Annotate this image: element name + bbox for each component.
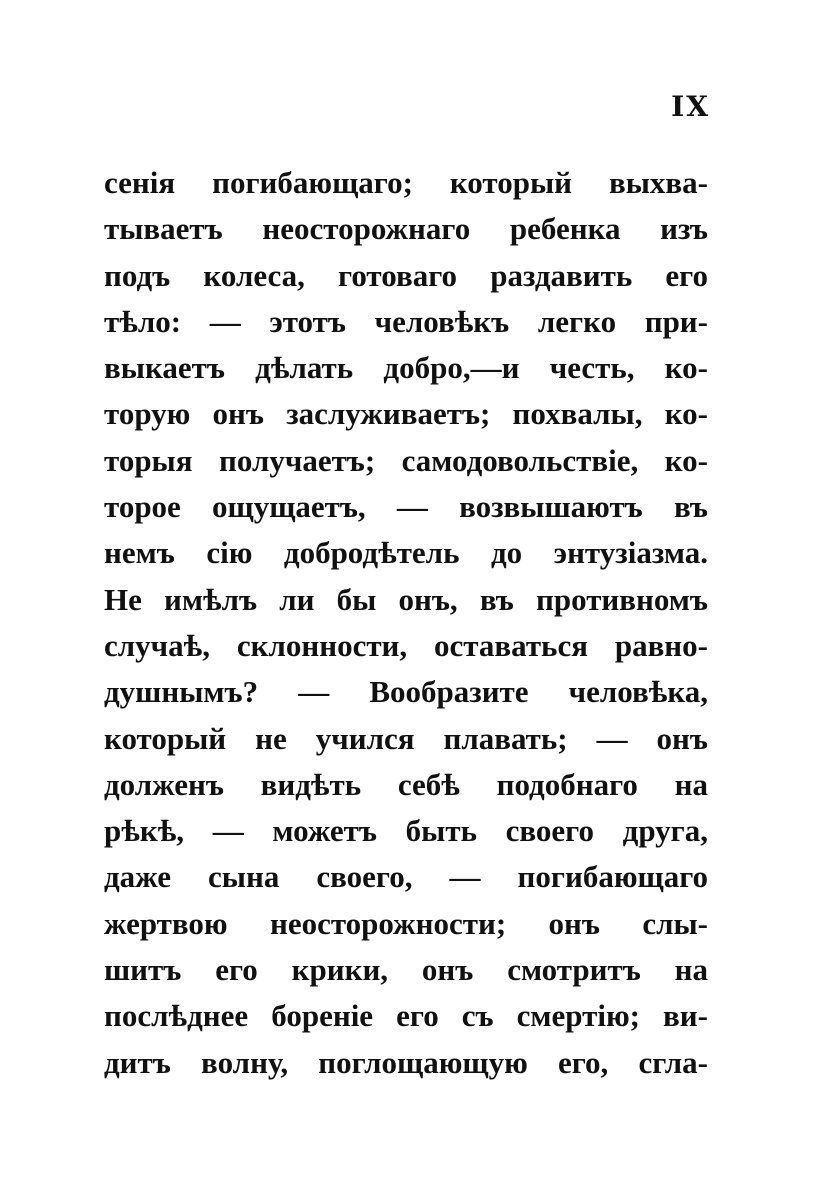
text-line: который не учился плавать; — онъ — [104, 720, 708, 756]
text-line: немъ сію добродѣтель до энтузіазма. — [104, 535, 708, 571]
text-line: шитъ его крики, онъ смотритъ на — [104, 952, 708, 988]
text-line: случаѣ, склонности, оставаться равно- — [104, 627, 708, 663]
text-line: выкаетъ дѣлать добро,—и честь, ко- — [104, 350, 708, 386]
text-line: тываетъ неосторожнаго ребенка изъ — [104, 211, 708, 247]
text-line: Не имѣлъ ли бы онъ, въ противномъ — [104, 581, 708, 617]
page-number: IX — [671, 90, 710, 123]
text-line: дитъ волну, поглощающую его, сгла- — [104, 1044, 708, 1080]
text-line: сенія погибающаго; который выхва- — [104, 165, 708, 200]
body-text — [104, 160, 708, 1086]
text-line: даже сына своего, — погибающаго — [104, 859, 708, 895]
text-line: тѣло: — этотъ человѣкъ легко при- — [104, 303, 708, 339]
text-line: душнымъ? — Вообразите человѣка, — [104, 674, 708, 710]
text-line: торую онъ заслуживаетъ; похвалы, ко- — [104, 396, 708, 432]
text-line: послѣднее бореніе его съ смертію; ви- — [104, 998, 708, 1034]
text-line: жертвою неосторожности; онъ слы- — [104, 905, 708, 941]
text-line: рѣкѣ, — можетъ быть своего друга, — [104, 813, 708, 849]
text-line: торое ощущаетъ, — возвышаютъ въ — [104, 489, 708, 525]
text-line: торыя получаетъ; самодовольствіе, ко- — [104, 442, 708, 478]
text-line: долженъ видѣть себѣ подобнаго на — [104, 766, 708, 802]
text-line: подъ колеса, готоваго раздавить его — [104, 257, 708, 293]
